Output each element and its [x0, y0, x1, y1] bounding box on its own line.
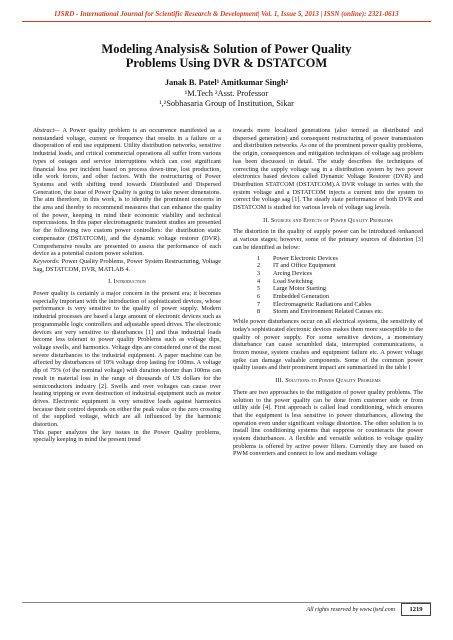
abstract	[33, 127, 221, 258]
abstract-text: A Power quality problem is an occurrence manifested as a nonstandard voltage, current or frequency that results in a failure or a disoperation of end use equipment. Utility distribution networks, sensitive industrial loads, and critical commercial operations all suffer from various types of outages and service interruptions which can cost significant financial loss per incident based on process down-time, lost production, idle work forces, and other factors. With the restructuring of Power Systems and with shifting trend towards Distributed and Dispersed Generation, the issue of Power Quality is going to take newer dimensions. The aim therefore, in this work, is to identify the prominent concerns in the area and thereby to recommend measures that can enhance the quality of the power, keeping in mind their economic viability and technical repercussions. In this paper electromagnetic transient studies are presented for the following two custom power controllers: the distribution static compensator (DSTATCOM), and the dynamic voltage restorer (DVR). Comprehensive results are presented to assess the performance of each device as a potential custom power solution.	[33, 127, 221, 258]
list-item: 5 Large Motor Starting	[257, 285, 326, 293]
paper-title	[30, 42, 423, 70]
distortion-sources-list	[233, 255, 423, 317]
author-block	[30, 78, 423, 110]
list-item: 3 Arcing Devices	[257, 269, 313, 277]
author-designations: ¹M.Tech ²Asst. Professor	[184, 88, 269, 98]
keywords-label: Keywords:	[33, 257, 60, 265]
abstract-label: Abstract—	[33, 127, 60, 134]
section-heading-sources: II. Sources and Effects of Power Quality Problems	[263, 216, 393, 224]
left-column	[33, 127, 221, 444]
author-institution: ¹,²Sobhasaria Group of Institution, Sikar	[159, 99, 294, 108]
list-item: 4 Load Switching	[257, 277, 313, 285]
title-line-1: Modeling Analysis& Solution of Power Quality	[101, 42, 352, 56]
header-rule	[22, 21, 431, 22]
section-heading-introduction: I. Introduction	[108, 278, 146, 286]
solutions-paragraph: There are two approaches to the mitigation of power quality problems. The solution to the power quality can be done from customer side or from utility side [4]. First approach is called load conditioning, which ensures that the equipment is less sensitive to power disturbances, allowing the operation even under significant voltage distortion. The other solution is to install line conditioning systems that suppress or counteracts the power system disturbances. A flexible and versatile solution to voltage quality problems is offered by active power filters. Currently they are based on PWM converters and connect to low and medium voltage	[233, 388, 423, 458]
keywords	[33, 258, 221, 273]
list-item: 6 Embedded Generation	[257, 293, 330, 301]
title-line-2: Problems Using DVR & DSTATCOM	[125, 56, 328, 70]
disturbance-paragraph: While power disturbances occur on all electrical systems, the sensitivity of today's sophisticated electronic devices makes them more susceptible to the quality of power supply. For some sensitive devices, a momentary disturbance can cause scrambled data, interrupted communications, a frozen mouse, system crashes and equipment failure etc. A power voltage spike can damage valuable components. Some of the common power quality issues and their prominent impact are summarized in the table I	[233, 318, 423, 372]
journal-header: IJSRD - International Journal for Scientific Research & Development| Vol. 1, Issue 5, 2013 | ISSN (online): 2321-0613	[54, 10, 399, 18]
right-column	[233, 127, 423, 458]
footer-rule	[22, 602, 431, 603]
list-item: 8 Storm and Environment Related Causes etc.	[257, 308, 384, 316]
intro-paragraph-1: Power quality is certainly a major concern in the present era; it becomes especially important with the introduction of sophisticated devices, whose performance is very sensitive to the quality of power supply. Modern industrial processes are based a large amount of electronic devices such as programmable logic controllers and adjustable speed drives. The electronic devices are very sensitive to disturbances [1] and thus industrial loads become less tolerant to power quality Problems such as voltage dips, voltage swells, and harmonics. Voltage dips are considered one of the most severe disturbances to the industrial equipment. A paper machine can be affected by disturbances of 10% voltage drop lasting for 100ms. A voltage dip of 75% (of the nominal voltage) with duration shorter than 100ms can result in material loss in the range of thousands of US dollars for the semiconductors industry [2]. Swells and over voltages can cause over heating tripping or even destruction of industrial equipment such as motor drives. Electronic equipment is very sensitive loads against harmonics because their control depends on either the peak value or the zero crossing of the supplied voltage, which are all influenced by the harmonic distortion.	[33, 290, 221, 429]
page-number: 1219	[401, 603, 431, 616]
intro-paragraph-2: This paper analyzes the key issues in the Power Quality problems, specially keeping in mind the present trend	[33, 428, 221, 444]
footer-rights: All rights reserved by www.ijsrd.com	[306, 607, 395, 613]
keywords-text: Power Quality Problems, Power System Restructuring, Voltage Sag, DSTATCOM, DVR, MATLAB 4.	[33, 257, 221, 273]
intro-continuation: towards more localized generations (also termed as distributed and dispersed generation) and consequent restructuring of power transmission and distribution networks. As one of the prominent power quality problems, the origin, consequences and mitigation techniques of voltage sag problem has been discussed in detail. The study describes the techniques of correcting the supply voltage sag in a distribution system by two power electronics based devices called Dynamic Voltage Restorer (DVR) and Distribution STATCOM (DSTATCOM).A DVR voltage in series with the system voltage and a DSTATCOM injects a current into the system to correct the voltage sag [1]. The steady state performance of both DVR and DSTATCOM is studied for various levels of voltage sag levels.	[233, 127, 423, 212]
author-names: Janak B. Patel¹ Amitkumar Singh²	[164, 78, 289, 87]
list-item: 2 IT and Office Equipment	[257, 262, 336, 270]
list-item: 1 Power Electronic Devices	[257, 254, 338, 262]
section-heading-solutions: III. Solutions to Power Quality Problems	[275, 377, 381, 385]
list-item: 7 Electromagnetic Radiations and Cables	[257, 300, 372, 308]
sources-paragraph: The distortion in the quality of supply power can be introduced /enhanced at various stages; however, some of the primary sources of distortion [3] can be identified as below:	[233, 228, 423, 251]
